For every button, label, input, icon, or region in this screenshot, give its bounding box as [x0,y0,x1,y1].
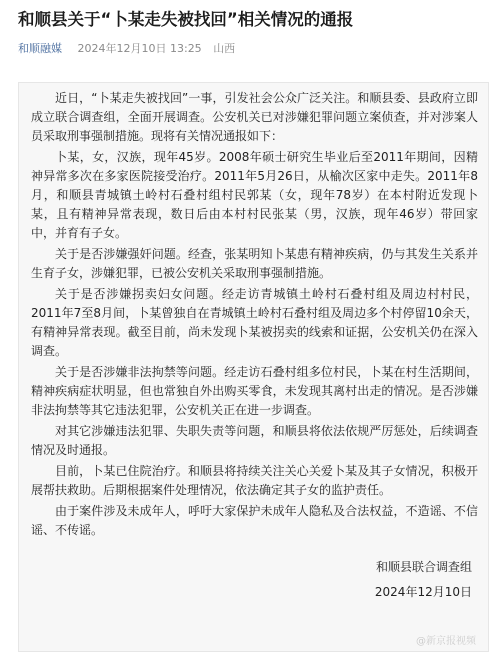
publish-time: 2024年12月10日 13:25 [77,42,202,55]
notice-body [19,83,488,602]
article-header [0,0,499,56]
notice-paragraph: 对其它涉嫌违法犯罪、失职失责等问题，和顺县将依法依规严厉惩处，后续调查情况及时通报。 [31,424,478,457]
notice-signature: 和顺县联合调查组 [375,560,472,574]
notice-paragraph: 由于案件涉及未成年人，呼吁大家保护未成年人隐私及合法权益，不造谣、不信谣、不传谣。 [31,504,478,537]
notice-date: 2024年12月10日 [374,585,472,599]
notice-paragraph: 目前，卜某已住院治疗。和顺县将持续关注关心关爱卜某及其子女情况，积极开展帮扶救助。后期根据案件处理情况，依法确定其子女的监护责任。 [31,464,478,497]
notice-paragraph: 关于是否涉嫌拐卖妇女问题。经走访青城镇土岭村石叠村组及周边村村民，2011年7至8月间，卜某曾独自在青城镇土岭村石叠村组及周边多个村停留10余天，有精神异常表现。截至目前，尚未发现卜某被拐卖的线索和证据，公安机关仍在深入调查。 [31,287,478,358]
publish-location: 山西 [213,42,236,55]
notice-image [18,82,489,652]
source-link[interactable]: 和顺融媒 [18,42,62,55]
notice-paragraph: 关于是否涉嫌非法拘禁等问题。经走访石叠村组多位村民，卜某在村生活期间，精神疾病症状明显，但也常独自外出购买零食，未发现其离村出走的情况。是否涉嫌非法拘禁等其它违法犯罪，公安机关正在进一步调查。 [31,365,478,417]
article-title: 和顺县关于“卜某走失被找回”相关情况的通报 [18,10,354,29]
article-meta [18,42,489,56]
notice-paragraph: 卜某，女，汉族，现年45岁。2008年硕士研究生毕业后至2011年期间，因精神异常多次在多家医院接受治疗。2011年5月26日，从榆次区家中走失。2011年8月，和顺县青城镇土岭村石叠村组村民郭某（女，现年78岁）在本村附近发现卜某，且有精神异常表现，数日后由本村村民张某（男，汉族，现年46岁）带回家中，并育有子女。 [31,150,478,240]
notice-paragraph: 近日，“卜某走失被找回”一事，引发社会公众广泛关注。和顺县委、县政府立即成立联合调查组，全面开展调查。公安机关已对涉嫌犯罪问题立案侦查，并对涉案人员采取刑事强制措施。现将有关情况通报如下： [31,91,478,143]
notice-paragraph: 关于是否涉嫌强奸问题。经查，张某明知卜某患有精神疾病，仍与其发生关系并生育子女，涉嫌犯罪，已被公安机关采取刑事强制措施。 [31,247,478,280]
watermark: @新京报视频 [416,636,476,647]
